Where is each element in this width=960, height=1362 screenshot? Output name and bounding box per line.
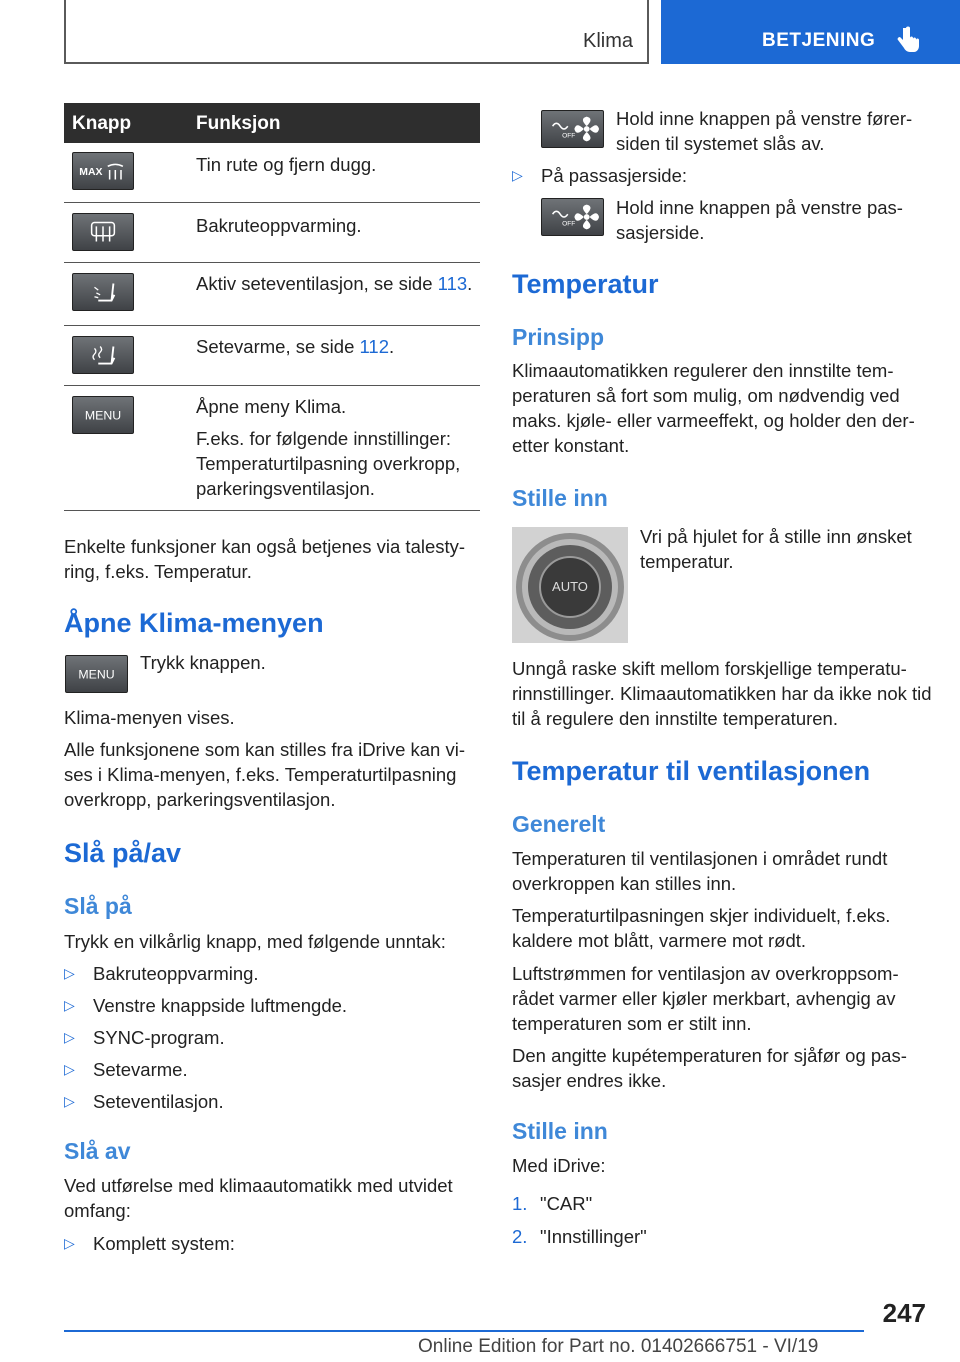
seat-ventilation-icon (72, 273, 134, 311)
col-header-button: Knapp (72, 113, 132, 134)
idrive-label: Med iDrive: (512, 1155, 606, 1176)
general-p4: Den angitte kupétemperaturen for sjåfør og passasjer endres ikke. (512, 1045, 907, 1091)
passenger-text: Hold inne knappen på venstre passasjerside. (616, 197, 903, 243)
general-p1: Temperaturen til ventilasjonen i området rundt overkroppen kan stilles inn. (512, 848, 888, 894)
heading-temperature: Temperatur (512, 269, 659, 299)
svg-text:MENU: MENU (84, 408, 122, 423)
voice-note: Enkelte funksjoner kan også betjenes via talestyring, f.eks. Temperatur. (64, 536, 466, 582)
temperature-knob-image (512, 527, 628, 643)
page-link-112[interactable]: 112 (359, 336, 389, 357)
header-chapter: BETJENING (762, 30, 876, 51)
avoid-text: Unngå raske skift mellom forskjellige temperaturinnstillinger. Klimaautomatikken har da ikke nok tid til å regulere den innstilte temperaturen. (512, 658, 932, 729)
rear-defrost-icon (72, 213, 134, 251)
header-chapter-box (661, 0, 960, 64)
menu-shown-text: Klima-menyen vises. (64, 707, 235, 728)
list-item: ▷ Seteventilasjon. (64, 1091, 224, 1112)
heading-set: Stille inn (512, 485, 608, 511)
seat-heating-icon (72, 336, 134, 374)
list-item: 1. "CAR" (512, 1193, 593, 1214)
header-section-box (64, 0, 649, 64)
table-row (64, 263, 480, 326)
hand-pointer-icon (895, 26, 921, 54)
on-text: Trykk en vilkårlig knapp, med følgende unntak: (64, 931, 446, 952)
menu-button-icon (72, 396, 134, 434)
heading-vent-temperature: Temperatur til ventilasjonen (512, 756, 871, 786)
general-p3: Luftstrømmen for ventilasjon av overkroppsområdet varmer eller kjøler merkbart, avhengig av temperaturen som er stilt inn. (512, 963, 899, 1034)
row-text: Aktiv seteventilasjon, se side 113. (196, 273, 473, 294)
list-item: 2. "Innstillinger" (512, 1226, 647, 1247)
table-row (64, 203, 480, 263)
list-item: ▷ Komplett system: (64, 1233, 235, 1254)
button-function-table (64, 103, 480, 511)
general-p2: Temperaturtilpasningen skjer individuelt, f.eks. kaldere mot blått, varmere mot rødt. (512, 905, 891, 951)
driver-text: Hold inne knappen på venstre førersiden til systemet slås av. (616, 108, 913, 154)
max-defrost-icon (72, 152, 134, 190)
list-item: ▷ SYNC-program. (64, 1027, 225, 1048)
heading-open-menu: Åpne Klima-menyen (64, 608, 324, 638)
svg-text:AUTO: AUTO (552, 579, 588, 594)
col-header-function: Funksjon (196, 113, 281, 134)
svg-text:MENU: MENU (78, 667, 115, 682)
heading-set-2: Stille inn (512, 1118, 608, 1144)
table-row (64, 143, 480, 203)
heading-principle: Prinsipp (512, 324, 605, 350)
table-header (64, 103, 480, 143)
row-text: Bakruteoppvarming. (196, 215, 362, 236)
list-item: ▷ Setevarme. (64, 1059, 188, 1080)
list-item: ▷ På passasjerside: (512, 165, 688, 186)
heading-on: Slå på (64, 893, 132, 919)
principle-text: Klimaautomatikken regulerer den innstilte temperaturen så fort som mulig, om nødvendig ved maks. kjøle- eller varmeeffekt, og holder den deretter konstant. (512, 360, 915, 456)
page-number: 247 (882, 1298, 926, 1328)
idrive-note: Alle funksjonene som kan stilles fra iDrive kan vises i Klima-menyen, f.eks. Temperaturtilpasning overkropp, parkeringsventilasjon. (64, 739, 466, 810)
row-text: Tin rute og fjern dugg. (196, 154, 377, 175)
table-row (64, 326, 480, 386)
fan-off-icon (541, 198, 604, 236)
header-section: Klima (582, 30, 633, 52)
press-button-text: Trykk knappen. (140, 652, 266, 673)
list-item: ▷ Venstre knappside luftmengde. (64, 995, 348, 1016)
page-link-113[interactable]: 113 (437, 273, 468, 294)
menu-button-icon (65, 655, 128, 693)
set-text: Vri på hjulet for å stille inn ønsket temperatur. (640, 526, 912, 572)
row-text: Setevarme, se side 112. (196, 336, 395, 357)
footer-edition: Online Edition for Part no. 01402666751 - VI/19 (418, 1336, 819, 1357)
list-item: ▷ Bakruteoppvarming. (64, 963, 259, 984)
heading-off: Slå av (64, 1138, 131, 1164)
svg-text:MAX: MAX (79, 166, 103, 178)
fan-off-icon (541, 110, 604, 148)
heading-on-off: Slå på/av (64, 838, 182, 868)
svg-text:OFF: OFF (562, 132, 576, 140)
off-text: Ved utførelse med klimaautomatikk med utvidet omfang: (64, 1175, 453, 1221)
table-row (64, 386, 480, 511)
row-text: Åpne meny Klima. F.eks. for følgende innstillinger: Temperaturtilpasning overkropp, parkeringsventilasjon. (196, 396, 461, 499)
heading-general: Generelt (512, 811, 606, 837)
svg-text:OFF: OFF (562, 220, 576, 228)
footer-rule (64, 1330, 864, 1332)
